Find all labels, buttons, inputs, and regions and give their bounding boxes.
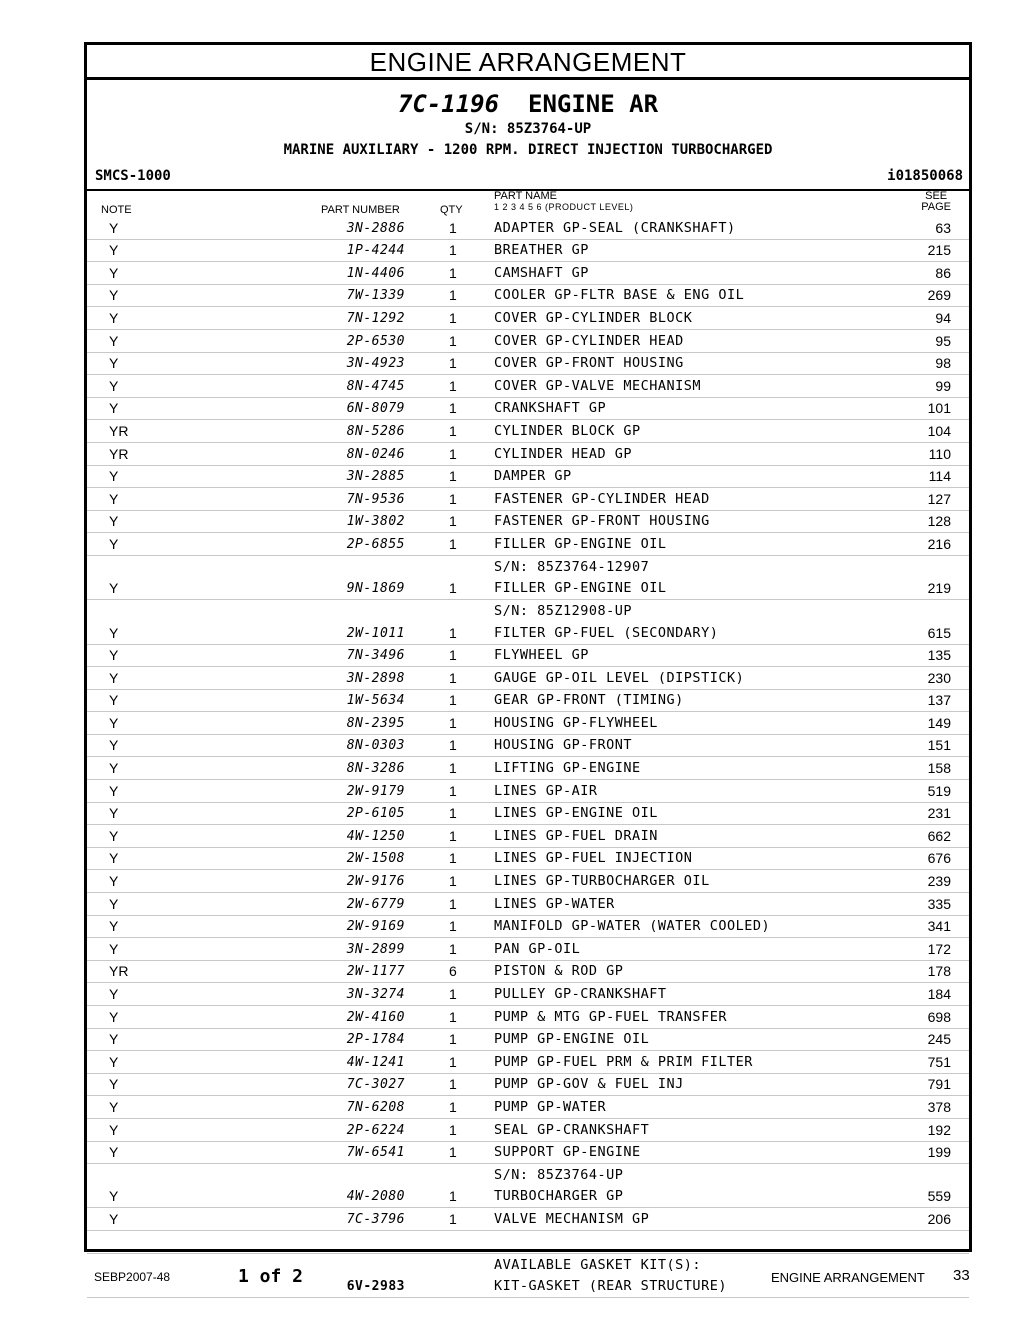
- note-code: Y: [109, 782, 119, 799]
- part-number: 3N-2898: [346, 670, 405, 686]
- quantity: 1: [449, 669, 457, 686]
- part-name: PUMP & MTG GP-FUEL TRANSFER: [494, 1008, 727, 1025]
- quantity: 1: [449, 242, 457, 259]
- quantity: 6: [449, 963, 457, 980]
- part-name: FASTENER GP-CYLINDER HEAD: [494, 490, 710, 507]
- see-page: 230: [927, 669, 951, 686]
- part-number: 2W-1011: [346, 625, 405, 641]
- part-name: BREATHER GP: [494, 242, 589, 259]
- note-code: Y: [109, 264, 119, 281]
- serial-effectivity: S/N: 85Z3764-12907: [494, 558, 650, 575]
- note-code: Y: [109, 647, 119, 664]
- see-page: 199: [927, 1144, 951, 1161]
- see-page: 127: [927, 490, 951, 507]
- see-page: 378: [927, 1098, 951, 1115]
- quantity: 1: [449, 918, 457, 935]
- quantity: 1: [449, 264, 457, 281]
- col-part-number: PART NUMBER: [321, 204, 400, 216]
- see-page: 751: [927, 1053, 951, 1070]
- note-code: Y: [109, 1076, 119, 1093]
- table-row: [87, 825, 969, 848]
- part-name: COVER GP-CYLINDER BLOCK: [494, 309, 693, 326]
- see-page: 676: [927, 850, 951, 867]
- part-number: 4W-1241: [346, 1054, 405, 1070]
- note-code: Y: [109, 287, 119, 304]
- part-number: 2W-4160: [346, 1009, 405, 1025]
- quantity: 1: [449, 1076, 457, 1093]
- quantity: 1: [449, 309, 457, 326]
- quantity: 1: [449, 873, 457, 890]
- part-number: 7C-3796: [346, 1212, 405, 1228]
- quantity: 1: [449, 1053, 457, 1070]
- see-page: 149: [927, 714, 951, 731]
- see-page: 192: [927, 1121, 951, 1138]
- quantity: 1: [449, 986, 457, 1002]
- col-see-page: [921, 191, 951, 213]
- part-number: 8N-4745: [346, 378, 405, 394]
- part-name: FASTENER GP-FRONT HOUSING: [494, 513, 710, 530]
- note-code: Y: [109, 1008, 119, 1025]
- model-line: [87, 90, 969, 118]
- note-code: Y: [109, 669, 119, 686]
- note-code: YR: [109, 963, 129, 980]
- quantity: 1: [449, 692, 457, 709]
- see-page: 98: [935, 355, 951, 372]
- part-name: HOUSING GP-FLYWHEEL: [494, 714, 658, 731]
- table-row: [87, 1029, 969, 1052]
- note-code: Y: [109, 624, 119, 641]
- part-number: 3N-2899: [346, 941, 405, 957]
- col-qty: QTY: [440, 204, 463, 216]
- see-page: 698: [927, 1008, 951, 1025]
- part-name: SUPPORT GP-ENGINE: [494, 1144, 641, 1161]
- part-number: 3N-2885: [346, 469, 405, 485]
- table-row: [87, 307, 969, 330]
- quantity: 1: [449, 445, 457, 462]
- serial-effectivity: S/N: 85Z12908-UP: [494, 603, 633, 620]
- note-code: Y: [109, 309, 119, 326]
- see-page: 215: [927, 242, 951, 259]
- part-name: CYLINDER HEAD GP: [494, 445, 633, 462]
- part-number: 8N-3286: [346, 761, 405, 777]
- see-page: 219: [927, 580, 951, 597]
- table-row: [87, 285, 969, 308]
- note-code: Y: [109, 355, 119, 372]
- see-page: 86: [935, 264, 951, 281]
- note-code: Y: [109, 827, 119, 844]
- footer-doc-number: SEBP2007-48: [94, 1270, 171, 1284]
- part-name: CAMSHAFT GP: [494, 264, 589, 281]
- see-page: 269: [927, 287, 951, 304]
- part-name: MANIFOLD GP-WATER (WATER COOLED): [494, 918, 771, 935]
- note-code: Y: [109, 692, 119, 709]
- note-code: Y: [109, 219, 119, 236]
- column-headers: [87, 191, 969, 217]
- table-row: [87, 870, 969, 893]
- illustration-id: i01850068: [887, 168, 963, 184]
- quantity: 1: [449, 782, 457, 799]
- note-code: Y: [109, 850, 119, 867]
- see-page: 559: [927, 1188, 951, 1205]
- see-page: 114: [928, 468, 951, 485]
- note-code: YR: [109, 422, 129, 439]
- serial-range: S/N: 85Z3764-UP: [464, 121, 592, 137]
- note-code: Y: [109, 580, 119, 597]
- note-code: Y: [109, 468, 119, 485]
- see-page: 94: [935, 309, 951, 326]
- col-product-levels: 1 2 3 4 5 6 (PRODUCT LEVEL): [494, 202, 634, 212]
- part-number: 8N-5286: [346, 423, 405, 439]
- quantity: 1: [449, 535, 457, 552]
- note-code: Y: [109, 940, 119, 957]
- quantity: 1: [449, 1008, 457, 1025]
- table-row: [87, 398, 969, 421]
- see-page: 137: [927, 692, 951, 709]
- quantity: 1: [449, 895, 457, 912]
- part-number: 7N-9536: [346, 491, 405, 507]
- quantity: 1: [449, 760, 457, 777]
- table-row: [87, 600, 969, 644]
- quantity: 1: [449, 1144, 457, 1161]
- quantity: 1: [449, 1211, 457, 1228]
- note-code: Y: [109, 760, 119, 777]
- serial-effectivity: AVAILABLE GASKET KIT(S):: [494, 1256, 702, 1273]
- part-name: COVER GP-FRONT HOUSING: [494, 355, 684, 372]
- note-code: Y: [109, 242, 119, 259]
- table-row: [87, 712, 969, 735]
- see-page: 791: [927, 1076, 951, 1093]
- part-name: FILLER GP-ENGINE OIL: [494, 535, 667, 552]
- note-code: Y: [109, 535, 119, 552]
- part-name: DAMPER GP: [494, 468, 572, 485]
- table-row: [87, 488, 969, 511]
- note-code: Y: [109, 1098, 119, 1115]
- table-row: [87, 1006, 969, 1029]
- quantity: 1: [449, 490, 457, 507]
- quantity: 1: [449, 219, 457, 236]
- arrangement-description: MARINE AUXILIARY - 1200 RPM. DIRECT INJECTION TURBOCHARGED: [283, 142, 773, 158]
- note-code: Y: [109, 332, 119, 349]
- table-row: [87, 420, 969, 443]
- table-row: [87, 262, 969, 285]
- part-number: 2P-6855: [346, 536, 405, 552]
- part-name: LINES GP-AIR: [494, 782, 598, 799]
- part-number: 2W-9179: [346, 783, 405, 799]
- part-name: ADAPTER GP-SEAL (CRANKSHAFT): [494, 219, 736, 236]
- footer-page-number: 33: [953, 1267, 970, 1284]
- table-row: [87, 375, 969, 398]
- quantity: 1: [449, 422, 457, 439]
- part-number: 2P-6530: [346, 333, 405, 349]
- table-row: [87, 1231, 969, 1254]
- table-row: [87, 1096, 969, 1119]
- col-part-name: [494, 191, 633, 213]
- table-row: [87, 1164, 969, 1208]
- part-number: 7N-6208: [346, 1099, 405, 1115]
- table-row: [87, 757, 969, 780]
- see-page: 151: [927, 737, 951, 754]
- table-row: [87, 893, 969, 916]
- quantity: 1: [449, 400, 457, 417]
- part-name: LINES GP-FUEL DRAIN: [494, 827, 658, 844]
- quantity: 1: [449, 355, 457, 372]
- quantity: 1: [449, 580, 457, 597]
- table-row: [87, 353, 969, 376]
- part-number: 7C-3027: [346, 1077, 405, 1093]
- section-title: ENGINE ARRANGEMENT: [87, 45, 969, 80]
- table-row: [87, 556, 969, 600]
- see-page: 110: [928, 445, 951, 462]
- part-name: GEAR GP-FRONT (TIMING): [494, 692, 684, 709]
- table-row: [87, 961, 969, 984]
- note-code: Y: [109, 1121, 119, 1138]
- quantity: 1: [449, 940, 457, 957]
- note-code: Y: [109, 918, 119, 935]
- part-number: 8N-0246: [346, 446, 405, 462]
- quantity: 1: [449, 805, 457, 822]
- part-number: 3N-2886: [346, 220, 405, 236]
- note-code: Y: [109, 513, 119, 530]
- part-name: LIFTING GP-ENGINE: [494, 760, 641, 777]
- part-number: 1P-4244: [346, 243, 405, 259]
- part-name: COVER GP-CYLINDER HEAD: [494, 332, 684, 349]
- quantity: 1: [449, 737, 457, 754]
- see-page: 104: [927, 422, 951, 439]
- part-number: 2W-1177: [346, 964, 405, 980]
- table-row: [87, 1119, 969, 1142]
- part-name: PUMP GP-GOV & FUEL INJ: [494, 1076, 684, 1093]
- part-number: 4W-2080: [346, 1189, 405, 1205]
- table-row: [87, 1142, 969, 1165]
- table-row: [87, 916, 969, 939]
- part-number: 7W-6541: [346, 1145, 405, 1161]
- see-page: 245: [927, 1031, 951, 1048]
- note-code: Y: [109, 805, 119, 822]
- see-page: 231: [927, 805, 951, 822]
- table-row: [87, 848, 969, 871]
- quantity: 1: [449, 647, 457, 664]
- note-code: Y: [109, 1053, 119, 1070]
- part-name: CRANKSHAFT GP: [494, 400, 607, 417]
- see-page: 99: [935, 377, 951, 394]
- part-number: 7N-3496: [346, 648, 405, 664]
- part-number: 2W-9169: [346, 919, 405, 935]
- table-row: [87, 443, 969, 466]
- table-row: [87, 217, 969, 240]
- part-name: TURBOCHARGER GP: [494, 1188, 624, 1205]
- quantity: 1: [449, 714, 457, 731]
- part-number: 2P-6224: [346, 1122, 405, 1138]
- table-row: [87, 511, 969, 534]
- part-name: VALVE MECHANISM GP: [494, 1211, 650, 1228]
- part-name: COVER GP-VALVE MECHANISM: [494, 377, 702, 394]
- part-number: 3N-3274: [346, 987, 405, 1002]
- table-row: [87, 780, 969, 803]
- note-code: Y: [109, 737, 119, 754]
- note-code: Y: [109, 1188, 119, 1205]
- quantity: 1: [449, 1121, 457, 1138]
- see-page: 63: [935, 219, 951, 236]
- col-see: SEE: [925, 190, 948, 202]
- part-name: PAN GP-OIL: [494, 940, 581, 957]
- see-page: 519: [927, 782, 951, 799]
- note-code: Y: [109, 986, 119, 1002]
- see-page: 128: [927, 513, 951, 530]
- part-name: PUMP GP-ENGINE OIL: [494, 1031, 650, 1048]
- quantity: 1: [449, 827, 457, 844]
- note-code: Y: [109, 1031, 119, 1048]
- part-number: 1W-3802: [346, 514, 405, 530]
- part-name: LINES GP-WATER: [494, 895, 615, 912]
- part-name: CYLINDER BLOCK GP: [494, 422, 641, 439]
- table-row: [87, 803, 969, 826]
- note-code: YR: [109, 445, 129, 462]
- see-page: 239: [927, 873, 951, 890]
- part-number: 9N-1869: [346, 581, 405, 597]
- note-code: Y: [109, 400, 119, 417]
- note-code: Y: [109, 1211, 119, 1228]
- serial-effectivity: S/N: 85Z3764-UP: [494, 1167, 624, 1184]
- note-code: Y: [109, 490, 119, 507]
- part-number: 6N-8079: [346, 401, 405, 417]
- see-page: 158: [927, 760, 951, 777]
- part-number: 2W-1508: [346, 851, 405, 867]
- part-number: 2W-6779: [346, 896, 405, 912]
- see-page: 101: [927, 400, 951, 417]
- part-name: LINES GP-ENGINE OIL: [494, 805, 658, 822]
- table-row: [87, 983, 969, 1006]
- table-row: [87, 667, 969, 690]
- table-row: [87, 735, 969, 758]
- table-row: [87, 1051, 969, 1074]
- table-row: [87, 1074, 969, 1097]
- part-name: GAUGE GP-OIL LEVEL (DIPSTICK): [494, 669, 745, 686]
- model-number: 7C-1196: [397, 90, 500, 118]
- part-number: 8N-0303: [346, 738, 405, 754]
- part-name: LINES GP-TURBOCHARGER OIL: [494, 873, 710, 890]
- group-header: [87, 80, 969, 159]
- quantity: 1: [449, 377, 457, 394]
- part-name: COOLER GP-FLTR BASE & ENG OIL: [494, 287, 745, 304]
- note-code: Y: [109, 895, 119, 912]
- part-number: 1W-5634: [346, 693, 405, 709]
- quantity: 1: [449, 287, 457, 304]
- see-page: 184: [927, 986, 951, 1002]
- quantity: 1: [449, 1188, 457, 1205]
- note-code: Y: [109, 714, 119, 731]
- note-code: Y: [109, 377, 119, 394]
- table-row: [87, 330, 969, 353]
- see-page: 172: [927, 940, 951, 957]
- quantity: 1: [449, 624, 457, 641]
- see-page: 216: [927, 535, 951, 552]
- part-number: 8N-2395: [346, 715, 405, 731]
- part-number: 7W-1339: [346, 288, 405, 304]
- quantity: 1: [449, 1031, 457, 1048]
- quantity: 1: [449, 513, 457, 530]
- footer-section: ENGINE ARRANGEMENT: [771, 1270, 925, 1285]
- quantity: 1: [449, 468, 457, 485]
- col-note: NOTE: [101, 204, 132, 216]
- part-name: FILLER GP-ENGINE OIL: [494, 580, 667, 597]
- table-row: [87, 533, 969, 556]
- table-row: [87, 240, 969, 263]
- col-part-name-label: PART NAME: [494, 190, 557, 202]
- part-name: SEAL GP-CRANKSHAFT: [494, 1121, 650, 1138]
- quantity: 1: [449, 1098, 457, 1115]
- table-row: [87, 645, 969, 668]
- part-name: KIT-GASKET (REAR STRUCTURE): [494, 1277, 727, 1294]
- part-name: FLYWHEEL GP: [494, 647, 589, 664]
- part-name: PUMP GP-WATER: [494, 1098, 607, 1115]
- see-page: 662: [927, 827, 951, 844]
- smcs-code: SMCS-1000: [95, 168, 171, 184]
- part-name: FILTER GP-FUEL (SECONDARY): [494, 624, 719, 641]
- col-page: PAGE: [921, 201, 951, 213]
- see-page: 341: [927, 918, 951, 935]
- see-page: 95: [935, 332, 951, 349]
- part-number: 2P-6105: [346, 806, 405, 822]
- parts-list: [87, 217, 969, 1298]
- part-number: 2P-1784: [346, 1032, 405, 1048]
- see-page: 615: [927, 624, 951, 641]
- part-name: LINES GP-FUEL INJECTION: [494, 850, 693, 867]
- see-page: 206: [927, 1211, 951, 1228]
- part-number: 4W-1250: [346, 828, 405, 844]
- quantity: 1: [449, 332, 457, 349]
- table-row: [87, 690, 969, 713]
- part-name: PISTON & ROD GP: [494, 963, 624, 980]
- see-page: 178: [927, 963, 951, 980]
- table-row: [87, 466, 969, 489]
- footer-page-of: 1 of 2: [238, 1266, 304, 1287]
- part-number: 7N-1292: [346, 310, 405, 326]
- part-name: HOUSING GP-FRONT: [494, 737, 633, 754]
- part-name: PUMP GP-FUEL PRM & PRIM FILTER: [494, 1053, 753, 1070]
- see-page: 335: [927, 895, 951, 912]
- table-row: [87, 1208, 969, 1231]
- note-code: Y: [109, 1144, 119, 1161]
- table-row: [87, 938, 969, 961]
- part-number: 1N-4406: [346, 265, 405, 281]
- part-number: 2W-9176: [346, 874, 405, 890]
- note-code: Y: [109, 873, 119, 890]
- quantity: 1: [449, 850, 457, 867]
- see-page: 135: [927, 647, 951, 664]
- part-number: 3N-4923: [346, 356, 405, 372]
- model-name: ENGINE AR: [528, 90, 659, 118]
- part-name: PULLEY GP-CRANKSHAFT: [494, 986, 667, 1002]
- part-number: 6V-2983: [346, 1278, 405, 1294]
